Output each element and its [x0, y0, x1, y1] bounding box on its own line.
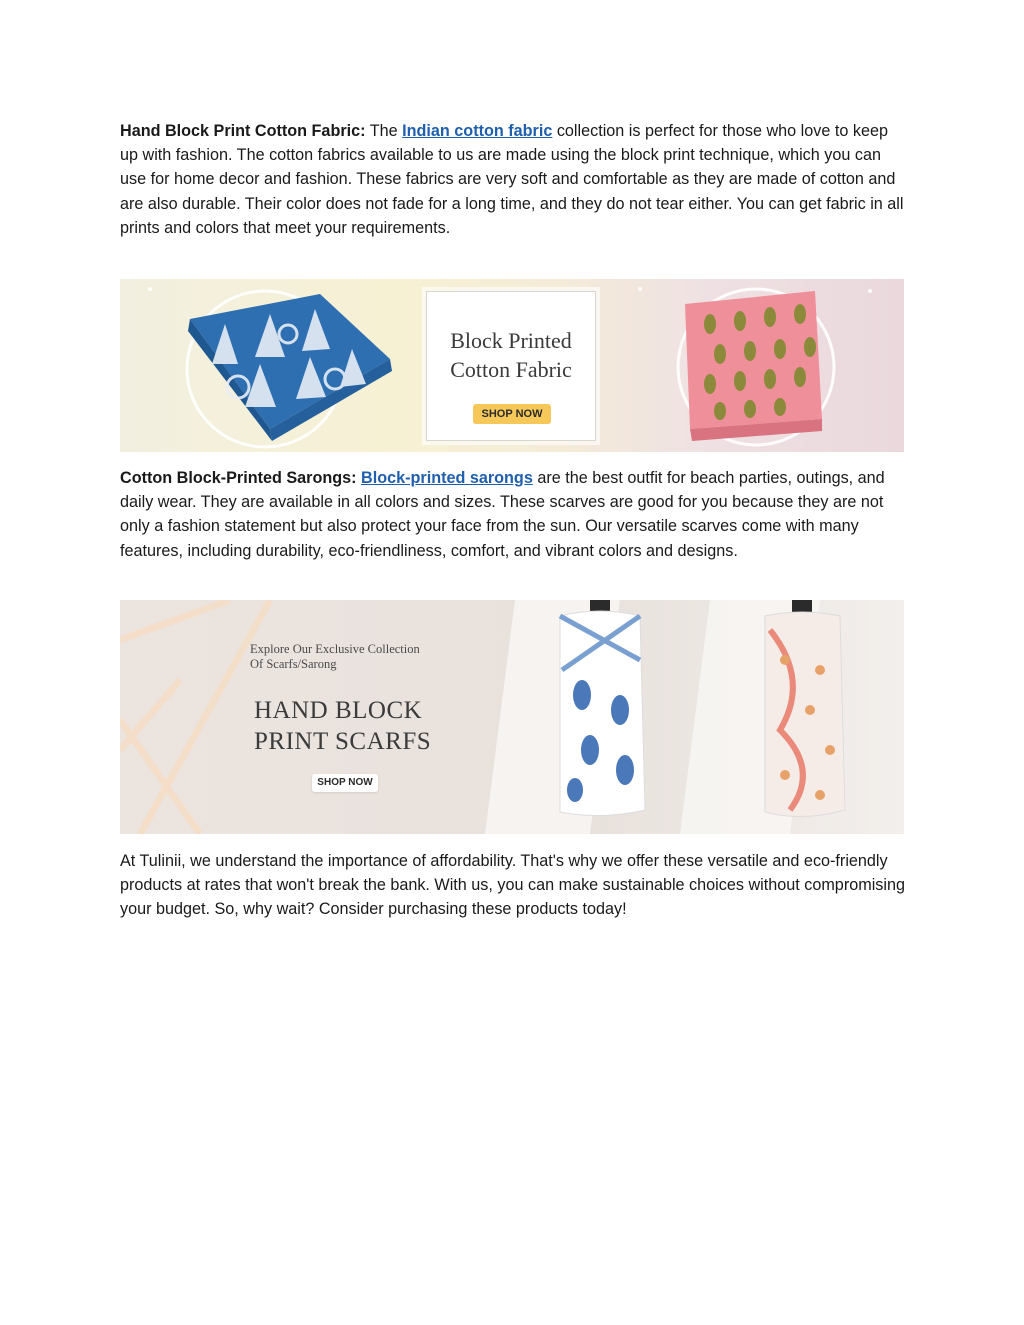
blue-fabric-image [188, 294, 392, 441]
scarfs-title-line2: PRINT SCARFS [254, 728, 432, 755]
block-printed-sarongs-link[interactable]: Block-printed sarongs [361, 469, 533, 487]
sarongs-paragraph [120, 466, 910, 563]
fabric-shop-now-button[interactable]: SHOP NOW [473, 404, 551, 424]
fabric-title-line1: Block Printed [450, 328, 572, 353]
scarfs-banner-art [120, 600, 904, 834]
hand-block-scarfs-banner[interactable] [120, 600, 904, 834]
fabric-body: collection is perfect for those who love to keep up with fashion. The cotton fabrics available to us are made using the block print technique, which you can use for home decor and fashion. These fabrics are very soft and comfortable as they are made of cotton and are also durable. Their color does not fade for a long time, and they do not tear either. You can get fabric in all prints and colors that meet your requirements. [120, 122, 904, 237]
blue-scarf-image [560, 600, 645, 816]
fabric-banner-title [427, 326, 595, 384]
fabric-banner-card [426, 291, 596, 441]
scarfs-banner-subtitle [250, 642, 420, 672]
block-printed-fabric-banner[interactable] [120, 279, 904, 452]
scarfs-shop-now-button[interactable]: SHOP NOW [312, 774, 378, 792]
floral-scarf-image [765, 600, 845, 817]
fabric-heading: Hand Block Print Cotton Fabric: [120, 122, 366, 140]
closing-paragraph: At Tulinii, we understand the importance of affordability. That's why we offer these versatile and eco-friendly products at rates that won't break the bank. With us, you can make sustainable choices without compromising your budget. So, why wait? Consider purchasing these products today! [120, 852, 905, 919]
sarongs-body: are the best outfit for beach parties, outings, and daily wear. They are available in all colors and sizes. These scarves are good for you because they are not only a fashion statement but also protect your face from the sun. Our versatile scarves come with many features, including durability, eco-friendliness, comfort, and vibrant colors and designs. [120, 469, 885, 560]
fabric-paragraph [120, 119, 910, 240]
indian-cotton-fabric-link[interactable]: Indian cotton fabric [402, 122, 553, 140]
pink-fabric-image [685, 291, 822, 441]
sarongs-heading: Cotton Block-Printed Sarongs: [120, 469, 357, 487]
fabric-pre-link: The [365, 122, 403, 140]
fabric-title-line2: Cotton Fabric [450, 357, 572, 382]
scarfs-title-line1: HAND BLOCK [254, 697, 423, 724]
scarfs-subtitle-line1: Explore Our Exclusive Collection [250, 642, 420, 656]
scarfs-banner-title [254, 695, 431, 757]
scarfs-subtitle-line2: Of Scarfs/Sarong [250, 657, 337, 671]
